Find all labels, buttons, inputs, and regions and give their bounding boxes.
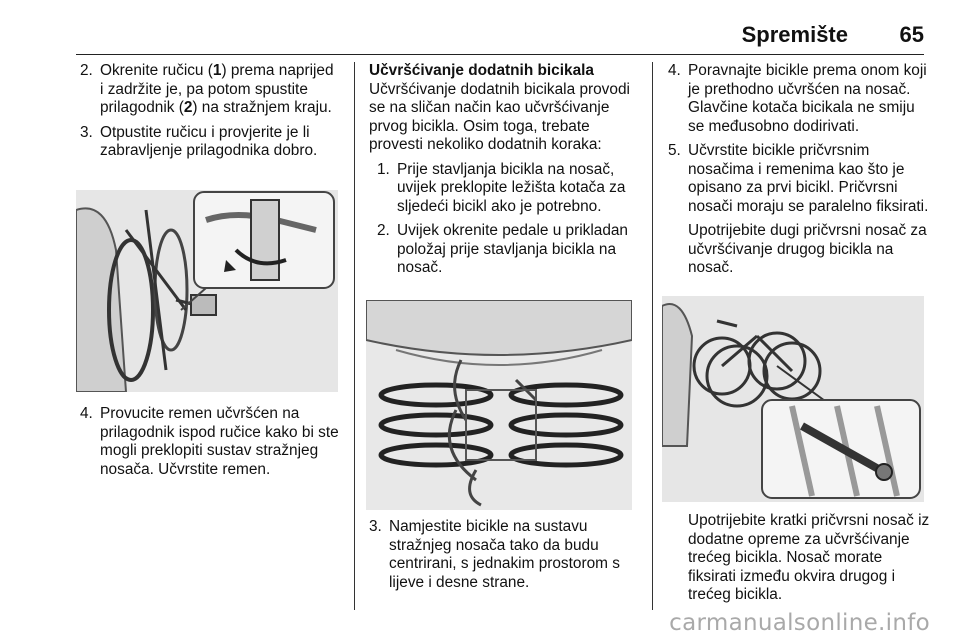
step-number: 5. — [668, 142, 681, 159]
step-number: 2. — [377, 222, 390, 239]
column-middle — [369, 62, 639, 284]
step-text: ) prema naprijed i zadržite je, pa potom spustite prilagodnik ( — [100, 62, 334, 116]
step-number: 1. — [377, 160, 390, 178]
page-title: Spremište — [741, 22, 848, 47]
step-text: Otpustite ručicu i provjerite je li zabravljenje prilagodnika dobro. — [100, 123, 318, 159]
step-number: 4. — [668, 62, 681, 79]
column-left-lower — [80, 405, 340, 485]
column-right — [668, 62, 933, 284]
short-bracket-illustration — [662, 296, 924, 502]
sub-step-1 — [371, 161, 639, 217]
callout-1: 1 — [212, 62, 222, 79]
step-text: Provucite remen učvršćen na prilagodnik ispod ručice kako bi ste mogli preklopiti sustav stražnjeg nosača. Učvrstite remen. — [100, 405, 339, 478]
step-text: ) na stražnjem kraju. — [192, 99, 332, 116]
step-number: 3. — [80, 123, 93, 141]
step-text: Okrenite ručicu ( — [100, 62, 213, 79]
step-3 — [80, 124, 340, 161]
figure-bike-adapter — [76, 190, 338, 392]
step-3-center — [369, 518, 639, 592]
figure-short-bracket — [662, 296, 924, 502]
column-divider — [354, 62, 355, 610]
sub-list — [369, 161, 639, 278]
column-right-lower — [668, 512, 933, 611]
long-bracket-note: Upotrijebite dugi pričvrsni nosač za učvršćivanje drugog bicikla na nosač. — [688, 222, 927, 276]
page-header — [0, 22, 960, 54]
watermark: carmanualsonline.info — [669, 610, 930, 636]
column-divider — [652, 62, 653, 610]
step-number: 2. — [80, 62, 93, 79]
section-heading: Učvršćivanje dodatnih bicikala — [369, 62, 594, 79]
column-middle-lower — [369, 518, 639, 598]
callout-2: 2 — [183, 99, 193, 116]
step-4-right — [668, 62, 933, 136]
sub-step-2 — [371, 222, 639, 278]
step-text: Namjestite bicikle na sustavu stražnjeg nosača tako da budu centrirani, s jednakim prostorom s lijeve i desne strane. — [389, 518, 620, 591]
bike-adapter-illustration — [76, 190, 338, 392]
step-text: Poravnajte bicikle prema onom koji je prethodno učvršćen na nosač. Glavčine kotača bicikala ne smiju se međusobno dodirivati. — [688, 62, 927, 135]
intro-paragraph: Učvršćivanje dodatnih bicikala provodi se na sličan način kao učvršćivanje prvog bicikla. Osim toga, trebate provesti nekoliko dodatnih koraka: — [369, 80, 630, 153]
header-rule — [76, 54, 924, 55]
step-2 — [80, 62, 340, 118]
step-text: Učvrstite bicikle pričvrsnim nosačima i remenima kao što je opisano za prvi bicikl. Pričvrsni nosači moraju se paralelno fiksirati. — [688, 142, 929, 215]
step-5-right — [668, 142, 933, 216]
step-number: 4. — [80, 405, 93, 422]
page-number: 65 — [899, 22, 924, 47]
step-number: 3. — [369, 518, 382, 535]
three-bikes-illustration — [366, 300, 632, 510]
step-text: Uvijek okrenite pedale u prikladan položaj prije stavljanja bicikla na nosač. — [397, 222, 628, 276]
figure-three-bikes-top — [366, 300, 632, 510]
step-text: Prije stavljanja bicikla na nosač, uvijek preklopite ležišta kotača za sljedeći bicikl ako je potrebno. — [397, 160, 626, 215]
step-4 — [80, 405, 340, 479]
column-left — [80, 62, 340, 167]
short-bracket-note: Upotrijebite kratki pričvrsni nosač iz dodatne opreme za učvršćivanje trećeg bicikla. Nosač morate fiksirati između okvira drugog i trećeg bicikla. — [688, 512, 930, 603]
